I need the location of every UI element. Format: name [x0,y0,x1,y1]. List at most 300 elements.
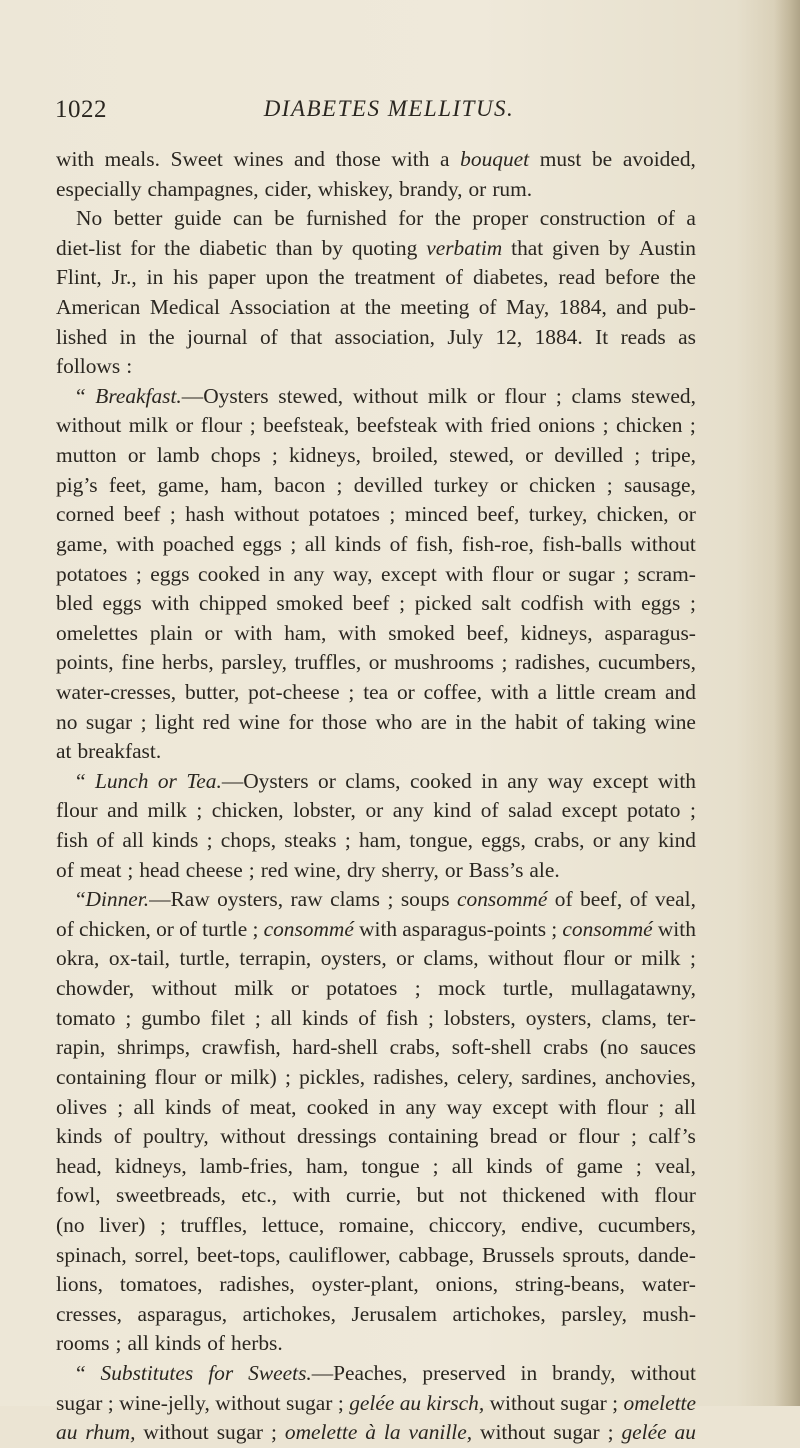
text-line [56,1033,696,1063]
word: chicken [528,472,596,497]
word: wine, [294,857,341,882]
word: can [232,206,263,231]
word: ; [414,976,421,1001]
word: kinds [334,531,382,556]
word: crawfish, [201,1035,281,1060]
word: water- [641,1272,696,1297]
word: ; [623,561,630,586]
word: romaine, [338,1212,415,1237]
word: ; [115,1331,122,1356]
word: string-beans, [514,1272,625,1297]
word: fine [121,650,155,675]
text-line [56,767,696,797]
word: in [520,1360,538,1385]
word: (no [56,1212,85,1237]
word: with [292,1183,331,1208]
word: the [164,235,191,260]
word: given [552,235,600,260]
word: without [233,502,300,527]
word: sardines, [521,1064,597,1089]
word: kinds [302,1005,349,1030]
word: brandy, [399,176,463,201]
word: asparagus- [604,620,696,645]
word: for [208,1360,234,1385]
word: who [375,709,413,734]
word: devilled [554,443,624,468]
word: and [294,147,325,171]
word: or [396,679,415,704]
word: ; [248,857,255,882]
word: with [444,413,483,438]
word: way, [332,561,373,586]
word: sausage, [624,472,696,497]
word: with [657,916,696,941]
word: tomatoes, [119,1272,203,1297]
word: cabbage, [398,1242,474,1267]
word: soups [400,887,450,912]
word: kind [433,798,472,823]
word: ; [107,1390,114,1415]
word: paper [208,265,256,290]
word: cream [603,679,657,704]
word: stewed, [278,383,344,408]
text-line [56,1270,696,1300]
word: be [274,206,295,231]
word: of [478,295,497,320]
text-line [56,1122,696,1152]
word: ; [290,531,297,556]
word: ; [270,1420,277,1445]
word: kind [657,828,696,853]
word: preserved [422,1360,506,1385]
word: ; [689,413,696,438]
word: quoting [351,235,418,260]
word: sherry, [381,857,439,882]
word: except [592,768,649,793]
word: construction [539,206,646,231]
word: kinds [165,1094,212,1119]
word: liver) [99,1212,146,1237]
word: July [447,324,484,349]
word: fish [386,1005,419,1030]
word: cucumbers, [597,1212,696,1237]
word: without [215,1390,281,1415]
word: hash [185,502,225,527]
word: coffee, [423,679,482,704]
word: champagnes, [147,176,259,201]
word: terrapin, [239,946,312,971]
word: all [127,1331,149,1356]
word: cauliflower, [288,1242,391,1267]
word: pot-cheese [248,679,340,704]
word: flour [504,383,547,408]
word: with [600,1183,639,1208]
word: except [561,798,618,823]
word: or [368,650,387,675]
word: chops [210,443,261,468]
word: chicken, [211,798,284,823]
word: dry [346,857,376,882]
word: the [480,709,507,734]
word: or [157,768,177,793]
word: Austin [638,235,696,260]
word: shrimps, [116,1035,191,1060]
word: sugar [286,1390,333,1415]
word: butter, [184,679,240,704]
word: of [221,1094,240,1119]
word: of [445,265,464,290]
word: ; [344,828,351,853]
word: red [202,709,230,734]
word: by [608,235,631,260]
word: with [391,147,430,171]
word: It [595,324,609,349]
text-line [56,1329,696,1359]
word: cooked [409,768,472,793]
word: of [657,206,675,231]
word: without [480,1420,546,1445]
word: turkey [433,472,489,497]
page-edge-shadow [774,0,800,1406]
word: must [539,147,582,171]
word: ; [196,798,203,823]
word: 1884, [558,295,607,320]
word: broiled, [372,443,439,468]
word: all [674,1094,696,1119]
word: beet-tops, [196,1242,281,1267]
word: any [405,1094,437,1119]
word: clams, [601,1005,657,1030]
word: a [537,679,548,704]
word: flour [654,1183,696,1208]
word: any [392,798,424,823]
text-line [56,1359,696,1389]
text-line [56,293,696,323]
word: or [499,472,518,497]
word: potato [626,798,681,823]
text-line [56,352,696,382]
word: Brussels [482,1242,555,1267]
word: of [358,1005,377,1030]
word: or [318,768,336,793]
text-line [56,1389,696,1419]
word: eggs [150,561,190,586]
word: with [657,768,696,793]
word: corned [56,502,115,527]
text-line [56,1241,696,1271]
word: or [290,976,309,1001]
word: fish, [415,531,454,556]
word: sugar [56,1390,103,1415]
word: at [339,295,356,320]
word: consommé [562,916,653,941]
word: ; [140,709,147,734]
word: milk [427,383,468,408]
word: or [156,916,174,941]
word: habit [514,709,558,734]
word: lettuce, [261,1212,325,1237]
word: better [113,206,163,231]
word: Lunch [94,768,149,793]
word: ham, [306,1153,349,1178]
word: veal, [654,1153,696,1178]
word: “ [76,768,86,793]
word: spinach, [56,1242,127,1267]
word: red [260,857,289,882]
word: whiskey, [317,176,394,201]
word: with [56,147,95,171]
word: lamb [156,443,200,468]
word: the [669,265,696,290]
word: plain [149,620,193,645]
word: be [591,147,613,171]
word: with [593,591,632,616]
word: artichokes, [452,1301,546,1326]
word: a [686,206,696,231]
word: no [56,709,78,734]
word: chicken [615,413,683,438]
word: ; [612,1390,619,1415]
word: okra, [56,946,100,971]
word: or [204,620,223,645]
word: the [148,324,175,349]
word: proper [472,206,529,231]
text-line [56,411,696,441]
word: ; [551,916,558,941]
text-line [56,648,696,678]
word: or [548,1124,567,1149]
word: eggs [641,591,681,616]
word: ; [634,443,641,468]
word: or [592,828,611,853]
word: kidneys, [289,443,361,468]
word: ; [602,413,609,438]
word: ; [252,916,259,941]
word: gelée [621,1420,667,1445]
word: ; [387,887,394,912]
word: turtle, [502,976,554,1001]
text-line [56,1152,696,1182]
word: meat, [249,1094,297,1119]
word: ham, [220,472,263,497]
word: ; [389,502,396,527]
word: “ [76,383,86,408]
word: American [56,295,141,320]
text-line [56,441,696,471]
word: of [113,1124,132,1149]
word: meeting [400,295,470,320]
word: mock [438,976,486,1001]
word: ; [160,1212,166,1237]
text-line [56,796,696,826]
word: and [107,798,139,823]
word: potatoes [56,561,128,586]
word: celery, [456,1064,514,1089]
word: veal, [654,887,696,912]
word: cheese [185,857,243,882]
word: poultry, [143,1124,209,1149]
word: light [155,709,195,734]
word: of [56,916,74,941]
word: without [630,1360,696,1385]
word: potatoes [308,502,380,527]
word: filet [210,1005,245,1030]
text-line [56,974,696,1004]
word: reads [620,324,666,349]
word: bouquet [460,147,530,171]
text-line [56,826,696,856]
word: read [558,265,596,290]
word: chops, [220,828,277,853]
word: ; [127,857,134,882]
page-number: 1022 [55,96,107,123]
word: of [96,828,115,853]
text-line [56,500,696,530]
word: all [451,1153,474,1178]
word: or [396,946,414,971]
word: meat [79,857,122,882]
text-line [56,234,696,264]
word: gelée [349,1390,395,1415]
word: calf’s [648,1124,696,1149]
word: flour [200,413,243,438]
word: sugar [553,1420,600,1445]
word: tongue [361,1153,420,1178]
word: Breakfast.—Oysters [95,383,269,408]
word: without [220,1124,286,1149]
word: Jr., [111,265,137,290]
word: the [318,265,345,290]
word: ; [249,413,256,438]
text-line [56,619,696,649]
word: with [558,1094,597,1119]
word: any [507,768,539,793]
word: mutton [56,443,117,468]
word: potatoes [326,976,398,1001]
text-line [56,263,696,293]
word: in [268,561,285,586]
word: for [288,709,314,734]
word: ; [689,591,696,616]
word: à [365,1420,376,1445]
word: consommé [457,887,548,912]
word: clams [571,383,622,408]
word: or [678,502,696,527]
text-line [56,1063,696,1093]
word: rapin, [56,1035,106,1060]
word: ; [348,679,355,704]
word: all [133,1094,155,1119]
word: beefsteak, [263,413,350,438]
word: follows [56,354,121,379]
word: without [151,976,217,1001]
word: journal [187,324,248,349]
text-line [56,1093,696,1123]
word: tomato [56,1005,116,1030]
word: way [547,768,584,793]
word: of [389,531,408,556]
text-line [56,708,696,738]
word: little [555,679,596,704]
word: containing [388,1124,479,1149]
word: kinds [154,1331,202,1356]
word: sugar [216,1420,264,1445]
word: ; [635,1153,642,1178]
text-line [56,560,696,590]
word: oysters, [320,946,387,971]
word: eggs, [481,828,526,853]
word: but [416,1183,444,1208]
word: Bass’s [468,857,524,882]
word: diet-list [56,235,122,260]
word: consommé [263,916,354,941]
text-line [56,944,696,974]
word: endive, [520,1212,584,1237]
word: smoked [388,620,455,645]
word: flour [491,561,534,586]
word: kinds [486,1153,533,1178]
word: radishes, [219,1272,295,1297]
word: radishes, [514,650,591,675]
word: ; [117,1094,124,1119]
word: water-cresses, [56,679,177,704]
word: bled [56,591,93,616]
word: anchovies, [605,1064,696,1089]
word: Substitutes [100,1360,194,1385]
word: ; [337,1390,344,1415]
word: ; [399,591,406,616]
word: au [674,1420,696,1445]
word: artichokes, [242,1301,336,1326]
word: of [480,798,499,823]
word: without [352,383,419,408]
word: sauces [640,1035,696,1060]
word: chicken, [79,916,151,941]
word: flour [606,1094,649,1119]
word: truffles, [294,650,362,675]
word: kinds [56,1124,103,1149]
word: milk [641,946,681,971]
word: head [139,857,180,882]
word: : [126,354,133,379]
word: smoked [276,591,343,616]
word: ; [169,502,176,527]
word: with [234,620,273,645]
word: currie, [345,1183,402,1208]
word: of [629,887,648,912]
word: lished [56,324,108,349]
word: kidneys, [520,620,593,645]
word: wine [238,709,281,734]
word: chowder, [56,976,135,1001]
word: avoided, [622,147,696,171]
word: or [525,443,543,468]
word: Flint, [56,265,102,290]
word: bacon [274,472,326,497]
word: soft-shell [451,1035,532,1060]
word: of [207,1331,226,1356]
word: of [545,1153,564,1178]
word: codfish [520,591,584,616]
word: in [455,709,472,734]
word: sugar [568,561,615,586]
word: fowl, [56,1183,101,1208]
text-line [56,175,696,205]
word: clams, [345,768,401,793]
word: ; [284,1064,291,1089]
word: truffles, [180,1212,248,1237]
word: in [481,768,498,793]
